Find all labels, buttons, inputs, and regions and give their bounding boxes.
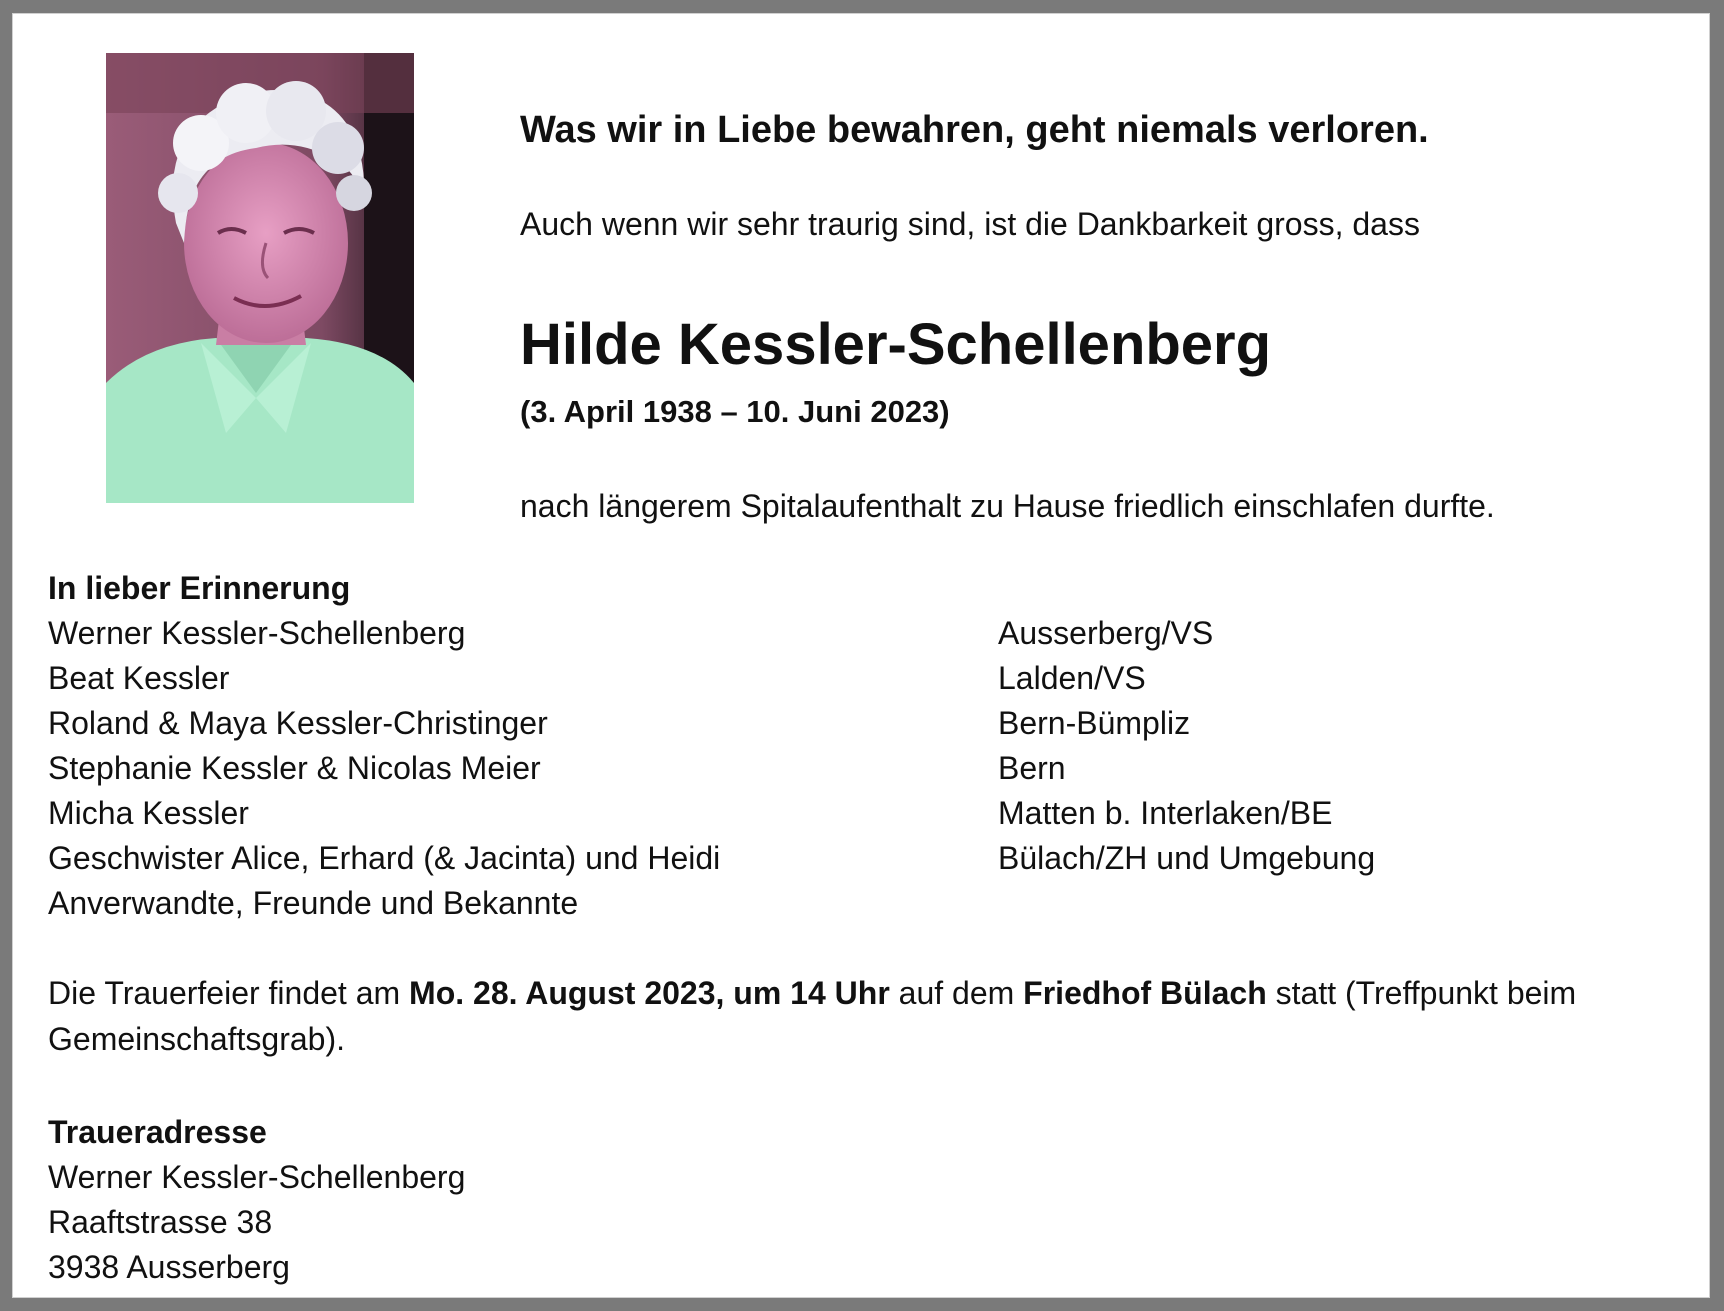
mourner-name: Geschwister Alice, Erhard (& Jacinta) und Heidi bbox=[48, 840, 721, 876]
mourner-place: Matten b. Interlaken/BE bbox=[998, 795, 1333, 831]
ceremony-text-3: statt (Treffpunkt beim Gemeinschaftsgrab). bbox=[48, 975, 1577, 1057]
portrait-image bbox=[106, 53, 414, 503]
mourner-name: Beat Kessler bbox=[48, 660, 230, 696]
mourner-place: Lalden/VS bbox=[998, 660, 1146, 696]
mourner-name: Anverwandte, Freunde und Bekannte bbox=[48, 885, 579, 921]
ceremony-date: Mo. 28. August 2023, um 14 Uhr bbox=[409, 975, 890, 1011]
mourner-row bbox=[48, 656, 1648, 701]
mourner-row bbox=[48, 701, 1648, 746]
address-heading: Traueradresse bbox=[48, 1114, 267, 1150]
mourner-name: Micha Kessler bbox=[48, 795, 249, 831]
mourner-row bbox=[48, 746, 1648, 791]
mourner-place: Bülach/ZH und Umgebung bbox=[998, 840, 1376, 876]
ceremony-location: Friedhof Bülach bbox=[1023, 975, 1267, 1011]
mourner-place: Bern bbox=[998, 750, 1066, 786]
mourner-row bbox=[48, 611, 1648, 656]
mourner-name: Stephanie Kessler & Nicolas Meier bbox=[48, 750, 541, 786]
mourner-row bbox=[48, 836, 1648, 881]
deceased-name: Hilde Kessler-Schellenberg bbox=[520, 312, 1272, 377]
life-dates: (3. April 1938 – 10. Juni 2023) bbox=[520, 394, 950, 429]
address-line: Werner Kessler-Schellenberg bbox=[48, 1159, 466, 1195]
portrait-photo bbox=[106, 53, 414, 503]
ceremony-text-2: auf dem bbox=[889, 975, 1024, 1011]
mourner-name: Roland & Maya Kessler-Christinger bbox=[48, 705, 548, 741]
mourner-place: Ausserberg/VS bbox=[998, 615, 1214, 651]
ceremony-notice bbox=[48, 970, 1688, 1062]
mourner-row bbox=[48, 791, 1648, 836]
mourner-name: Werner Kessler-Schellenberg bbox=[48, 615, 466, 651]
obituary-sheet bbox=[12, 13, 1710, 1298]
address-line: 3938 Ausserberg bbox=[48, 1249, 290, 1285]
mourners-heading: In lieber Erinnerung bbox=[48, 570, 351, 606]
motto-heading: Was wir in Liebe bewahren, geht niemals verloren. bbox=[520, 109, 1429, 151]
mourner-place: Bern-Bümpliz bbox=[998, 705, 1191, 741]
address-line: Raaftstrasse 38 bbox=[48, 1204, 273, 1240]
intro-text: Auch wenn wir sehr traurig sind, ist die Dankbarkeit gross, dass bbox=[520, 206, 1420, 242]
mourner-row bbox=[48, 881, 1648, 926]
mourners-list bbox=[48, 566, 1648, 926]
outro-text: nach längerem Spitalaufenthalt zu Hause friedlich einschlafen durfte. bbox=[520, 488, 1495, 524]
ceremony-text-1: Die Trauerfeier findet am bbox=[48, 975, 410, 1011]
mourning-address bbox=[48, 1110, 465, 1290]
